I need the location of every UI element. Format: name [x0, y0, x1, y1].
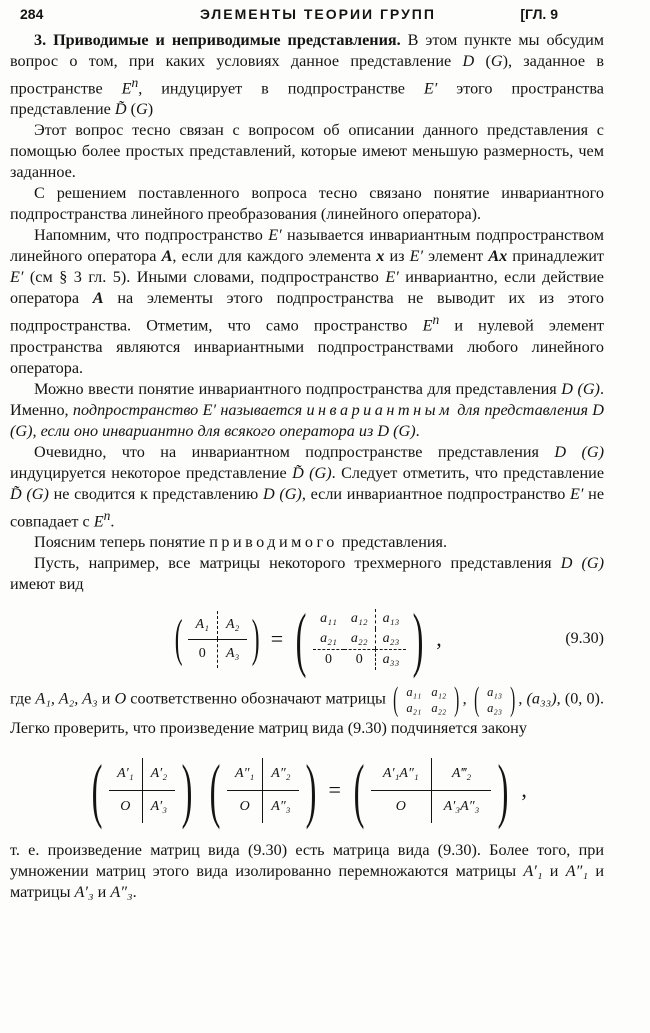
equation-number: (9.30): [565, 630, 604, 648]
page-header: [10, 0, 604, 30]
paragraph-3: С решением поставленного вопроса тесно связано понятие инвариантного подпространства линейного преобразования (линейного оператора).: [10, 184, 604, 224]
section-heading: 3. Приводимые и неприводимые представления.: [34, 31, 401, 49]
paragraph-10: т. е. произведение матриц вида (9.30) есть матрица вида (9.30). Более того, при умножении матриц этого вида изолированно перемножаются матрицы A′₁ и A″₁ и матрицы A′₃ и A″₃.: [10, 841, 604, 902]
paragraph-8: Пусть, например, все матрицы некоторого трехмерного представления D (G) имеют вид: [10, 554, 604, 594]
paragraph-7: Поясним теперь понятие приводимого представления.: [34, 533, 448, 552]
page-number: 284: [20, 6, 44, 22]
block-matrix: ( A₁ A₂ 0 A₃ ): [174, 610, 260, 668]
paragraph-4: Напомним, что подпространство E′ называется инвариантным подпространством линейного оператора A, если для каждого элемента x из E′ элемент Ax принадлежит E′ (см § 3 гл. 5). Иными словами, подпространство E′ инвариантно, если действие оператора A на элементы этого подпространства не выводит их из этого подпространства. Отметим, что само пространство $E^n$ и нулевой элемент пространства являются инвариантными подпространствами любого линейного оператора.: [10, 226, 604, 377]
chapter-label: [ГЛ. 9: [520, 6, 558, 22]
block-matrix-result: ( A′₁A″₁ A‴₂ O A′₃A″₃ ): [353, 750, 509, 831]
page-body: [10, 30, 604, 903]
paragraph-6: Очевидно, что на инвариантном подпространстве представления D (G) индуцируется некоторое представление D̃ (G). Следует отметить, что представление D̃ (G) не сводится к представлению D (G), если инвариантное подпространство E′ не совпадает с $E^n$.: [10, 442, 604, 531]
equation-9-30: ( A₁ A₂ 0 A₃ ) = ( a₁₁ a₁₂ a₁₃ a₂₁ a₂₂ a₂₃ 0 0 a₃₃ ) , (9.30): [10, 595, 604, 683]
equation-product-law: ( A′₁ A′₂ O A′₃ ) ( A″₁ A″₂ O A″₃ ) = ( A′₁A″₁ A‴₂ O A′₃A″₃ ) ,: [10, 740, 604, 840]
block-matrix-2: ( A″₁ A″₂ O A″₃ ): [209, 750, 316, 831]
running-title: ЭЛЕМЕНТЫ ТЕОРИИ ГРУПП: [200, 6, 436, 22]
paragraph-1: 3. Приводимые и неприводимые представления. В этом пункте мы обсудим вопрос о том, при каких условиях данное представление D (G), заданное в пространстве $E^n$, индуцирует в подпространстве E′ этого пространства представление D̃ (G): [10, 31, 604, 119]
paragraph-5: Можно ввести понятие инвариантного подпространства для представления D (G). Именно, подпространство E′ называется инвариантным для представления D (G), если оно инвариантно для всякого оператора из D (G).: [10, 379, 604, 440]
matrix-2x1: ( a₁₃ a₂₃ ): [473, 681, 516, 719]
block-matrix-1: ( A′₁ A′₂ O A′₃ ): [91, 750, 193, 831]
matrix-2x2: ( a₁₁ a₁₂ a₂₁ a₂₂ ): [393, 681, 460, 719]
element-matrix: ( a₁₁ a₁₂ a₁₃ a₂₁ a₂₂ a₂₃ 0 0 a₃₃ ): [295, 599, 424, 680]
paragraph-9: где A₁, A₂, A₃ и O соответственно обозначают матрицы ( a₁₁ a₁₂ a₂₁ a₂₂ ) , ( a₁₃ a₂₃ ) , (a₃₃), (0, 0). Легко проверить, что произведение матриц вида (9.30) подчиняется закону: [10, 681, 604, 738]
paragraph-2: Этот вопрос тесно связан с вопросом об описании данного представления с помощью более простых представлений, которые имеют меньшую размерность, чем заданное.: [10, 121, 604, 182]
